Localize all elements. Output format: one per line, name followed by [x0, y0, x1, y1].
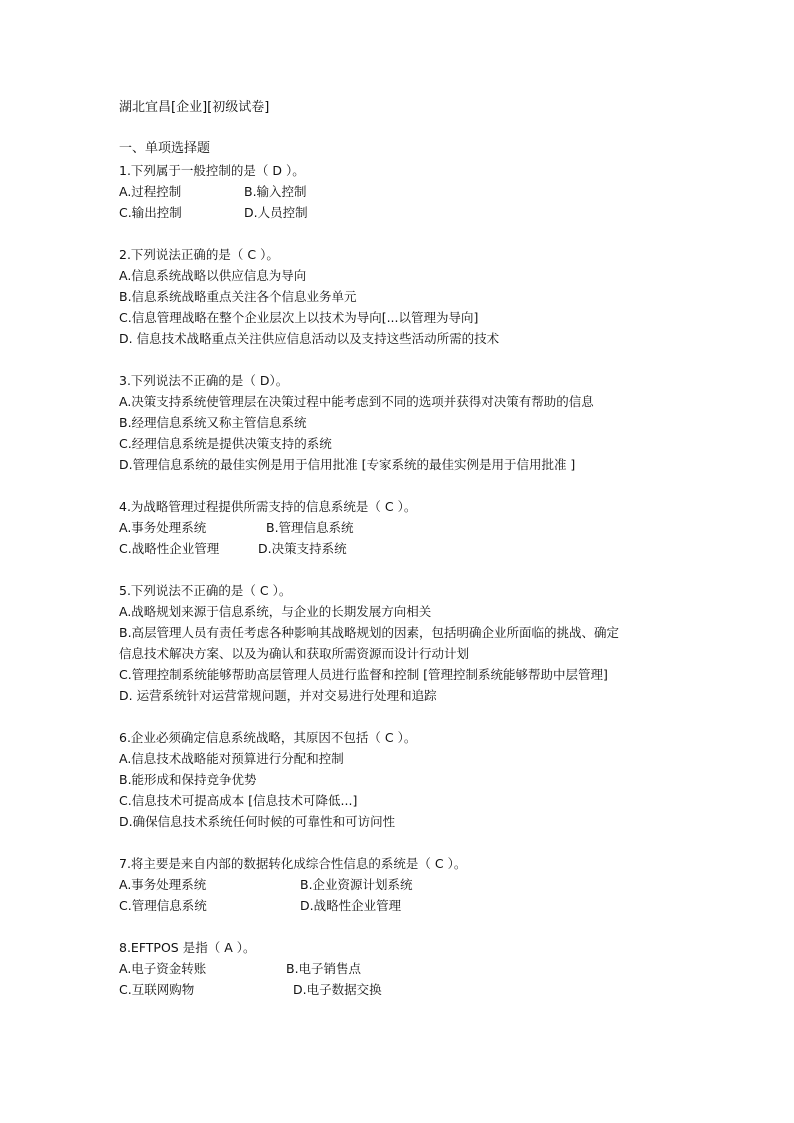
option-d: D.管理信息系统的最佳实例是用于信用批准 [专家系统的最佳实例是用于信用批准 ] [119, 457, 576, 472]
option-a: A.决策支持系统使管理层在决策过程中能考虑到不同的选项并获得对决策有帮助的信息 [119, 394, 594, 409]
option-b-continued: 信息技术解决方案、以及为确认和获取所需资源而设计行动计划 [119, 646, 470, 661]
option-c: C.互联网购物 [119, 982, 195, 997]
option-c: C.信息管理战略在整个企业层次上以技术为导向[...以管理为导向] [119, 310, 479, 325]
option-b: B.电子销售点 [286, 961, 362, 976]
question-3 [119, 370, 699, 475]
question-4 [119, 496, 699, 559]
option-a: A.事务处理系统 [119, 877, 207, 892]
option-a: A.信息系统战略以供应信息为导向 [119, 268, 307, 283]
option-d: D.人员控制 [244, 205, 308, 220]
option-a: A.事务处理系统 [119, 520, 207, 535]
option-b: B.管理信息系统 [266, 520, 354, 535]
question-stem: 3.下列说法不正确的是（ D）。 [119, 373, 289, 388]
question-stem: 2.下列说法正确的是（ C ）。 [119, 247, 279, 262]
option-b: B.高层管理人员有责任考虑各种影响其战略规划的因素，包括明确企业所面临的挑战、确定 [119, 625, 620, 640]
question-stem: 1.下列属于一般控制的是（ D ）。 [119, 163, 305, 178]
option-c: C.信息技术可提高成本 [信息技术可降低...] [119, 793, 358, 808]
question-stem: 7.将主要是来自内部的数据转化成综合性信息的系统是（ C ）。 [119, 856, 467, 871]
option-b: B.企业资源计划系统 [300, 877, 413, 892]
option-b: B.经理信息系统又称主管信息系统 [119, 415, 307, 430]
option-a: A.战略规划来源于信息系统，与企业的长期发展方向相关 [119, 604, 432, 619]
question-list [119, 160, 699, 1021]
option-row [119, 895, 699, 916]
question-8 [119, 937, 699, 1000]
option-row [119, 874, 699, 895]
option-row [119, 979, 699, 1000]
option-b: B.信息系统战略重点关注各个信息业务单元 [119, 289, 357, 304]
question-stem: 8.EFTPOS 是指（ A ）。 [119, 940, 256, 955]
question-2 [119, 244, 699, 349]
question-stem: 5.下列说法不正确的是（ C ）。 [119, 583, 292, 598]
question-1 [119, 160, 699, 223]
option-a: A.电子资金转账 [119, 961, 207, 976]
document-title: 湖北宜昌[企业][初级试卷] [119, 100, 270, 115]
option-c: C.战略性企业管理 [119, 541, 220, 556]
question-5 [119, 580, 699, 706]
option-row [119, 181, 699, 202]
option-c: C.输出控制 [119, 205, 182, 220]
option-d: D.确保信息技术系统任何时候的可靠性和可访问性 [119, 814, 396, 829]
option-b: B.输入控制 [244, 184, 307, 199]
question-stem: 6.企业必须确定信息系统战略，其原因不包括（ C ）。 [119, 730, 417, 745]
question-stem: 4.为战略管理过程提供所需支持的信息系统是（ C ）。 [119, 499, 417, 514]
section-heading: 一、单项选择题 [119, 141, 211, 156]
option-d: D.电子数据交换 [293, 982, 382, 997]
option-d: D. 运营系统针对运营常规问题，并对交易进行处理和追踪 [119, 688, 437, 703]
option-c: C.管理信息系统 [119, 898, 207, 913]
option-row [119, 517, 699, 538]
option-c: C.经理信息系统是提供决策支持的系统 [119, 436, 332, 451]
question-7 [119, 853, 699, 916]
option-d: D. 信息技术战略重点关注供应信息活动以及支持这些活动所需的技术 [119, 331, 500, 346]
option-a: A.过程控制 [119, 184, 182, 199]
question-6 [119, 727, 699, 832]
option-d: D.战略性企业管理 [300, 898, 402, 913]
option-row [119, 958, 699, 979]
option-c: C.管理控制系统能够帮助高层管理人员进行监督和控制 [管理控制系统能够帮助中层管理] [119, 667, 608, 682]
option-row [119, 202, 699, 223]
option-row [119, 538, 699, 559]
option-a: A.信息技术战略能对预算进行分配和控制 [119, 751, 344, 766]
option-b: B.能形成和保持竞争优势 [119, 772, 257, 787]
option-d: D.决策支持系统 [258, 541, 347, 556]
